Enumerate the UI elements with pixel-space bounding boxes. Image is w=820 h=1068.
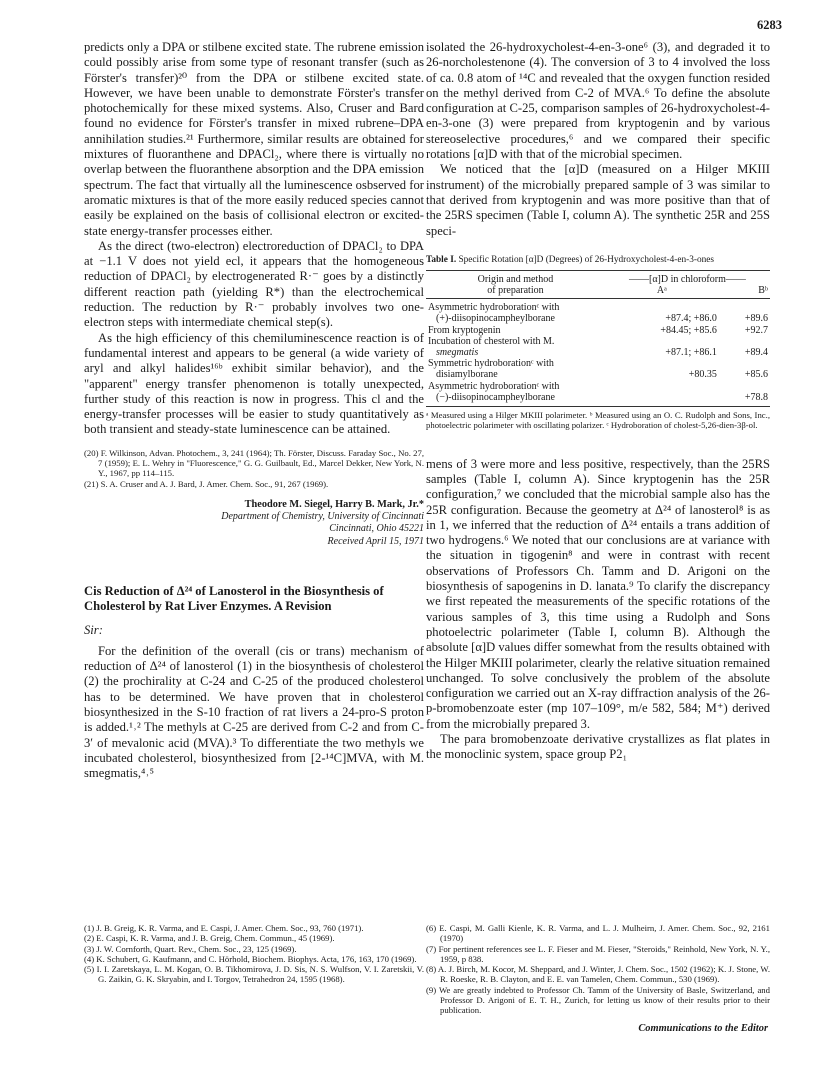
- table-cell: From kryptogenin: [428, 324, 501, 336]
- table-cell: +78.8: [744, 391, 768, 403]
- reference: (8) A. J. Birch, M. Kocor, M. Sheppard, and J. Winter, J. Chem. Soc., 1502 (1962); K. J. Stone, W. R. Roeske, R. B. Clayton, and E. E. van Tamelen, Chem. Commun., 530 (1969).: [426, 964, 770, 985]
- reference: (1) J. B. Greig, K. R. Varma, and E. Caspi, J. Amer. Chem. Soc., 93, 760 (1971).: [84, 923, 364, 933]
- right-column: [426, 40, 770, 763]
- table-cell: +84.45; +85.6: [660, 324, 717, 336]
- paragraph: We noticed that the [α]D (measured on a Hilger MKIII instrument) of the microbially prepared sample of 3 was similar to that derived from kryptogenin and was more positive than that of the 25RS specimen (Table I, column A). The synthetic 25R and 25S speci-: [426, 162, 770, 238]
- table-row: [426, 325, 770, 336]
- table-caption: [426, 255, 770, 266]
- reference: (2) E. Caspi, K. R. Varma, and J. B. Greig, Chem. Commun., 45 (1969).: [84, 933, 335, 944]
- table-row: [426, 299, 770, 314]
- received-date: Received April 15, 1971: [327, 535, 424, 547]
- table-cell: +85.6: [744, 369, 768, 381]
- table-cell: +87.1; +86.1: [665, 347, 717, 359]
- table-cell: Asymmetric hydroborationᶜ with: [428, 302, 560, 314]
- references: [84, 448, 424, 489]
- reference: (7) For pertinent references see L. F. Fieser and M. Fieser, "Steroids," Reinhold, New York, N. Y., 1959, p 838.: [426, 943, 770, 964]
- paragraph: As the direct (two-electron) electroreduction of DPACl₂ to DPA at −1.1 V does not yield ecl, it appears that the homogeneous reduction of DPACl₂ by electrogenerated R·⁻ goes by a distinctly different reaction path (yielding R*) than the electrochemical reduction. The reduction by R·⁻ probably involves two one-electron steps with intermediate chemical step(s).: [84, 238, 424, 330]
- table-header-origin: Origin and method: [477, 273, 554, 285]
- table-cell: (−)-diisopinocampheylborane: [436, 391, 555, 403]
- rotation-table: [426, 270, 770, 407]
- table-header-b: Bᵇ: [719, 285, 770, 299]
- table-header-group: ——[α]D in chloroform——: [628, 273, 746, 285]
- reference: (3) J. W. Cornforth, Quart. Rev., Chem. Soc., 23, 125 (1969).: [84, 943, 297, 954]
- reference: (5) I. I. Zaretskaya, L. M. Kogan, O. B. Tikhomirova, J. D. Sis, N. S. Wulfson, V. I. Zaretskii, V. G. Zaikin, G. K. Skryabin, and I. Torgov, Tetrahedron 24, 1595 (1968).: [84, 964, 424, 985]
- table-cell: Asymmetric hydroborationᶜ with: [428, 380, 560, 392]
- table-cell: +89.6: [744, 313, 768, 325]
- table-cell: (+)-diisopinocampheylborane: [436, 313, 555, 325]
- affiliation-line: Department of Chemistry, University of Cincinnati: [221, 510, 424, 522]
- table-row: [426, 358, 770, 369]
- table-cell: Incubation of chesterol with M.: [428, 335, 555, 347]
- table-cell: +80.35: [688, 369, 717, 381]
- table-cell: Symmetric hydroborationᶜ with: [428, 358, 554, 370]
- paragraph: isolated the 26-hydroxycholest-4-en-3-one⁶ (3), and degraded it to 26-norcholestenone (4). The conversion of 3 to 4 involved the loss of ca. 0.8 atom of ¹⁴C and revealed that the oxygen function resided on the methyl derived from C-2 of MVA.⁶ To define the absolute configuration at C-25, comparison samples of 26-hydroxycholest-4-en-3-one (3) were prepared from kryptogenin and by various stereoselective procedures,⁶ and we compared their specific rotations [α]D with that of the microbial specimen.: [426, 40, 770, 162]
- table-row: [426, 381, 770, 392]
- table-cell: [605, 392, 719, 407]
- table-cell: disiamylborane: [436, 369, 498, 381]
- table-caption-text: Specific Rotation [α]D (Degrees) of 26-Hydroxycholest-4-en-3-ones: [458, 254, 715, 265]
- table-footnote: ᵃ Measured using a Hilger MKIII polarimeter. ᵇ Measured using an O. C. Rudolph and Sons, Inc., photoelectric polarimeter with oscillating polarizer. ᶜ Hydroboration of cholest-5,26-dien-3β-ol.: [426, 410, 770, 431]
- right-bottom-references: [426, 923, 770, 1016]
- table-cell: smegmatis: [436, 347, 479, 359]
- reference: (9) We are greatly indebted to Professor Ch. Tamm of the University of Basle, Switzerland, and Professor D. Arigoni of E. T. H., Zurich, for letting us know of their results prior to their publication.: [426, 984, 770, 1016]
- left-bottom-references: [84, 923, 424, 985]
- table-row: [426, 336, 770, 347]
- reference: (20) F. Wilkinson, Advan. Photochem., 3, 241 (1964); Th. Förster, Discuss. Faraday Soc., No. 27, 7 (1959); E. L. Wehry in "Fluorescence," G. G. Guilbault, Ed., Marcel Dekker, New York, N. Y., 1967, pp 114–115.: [84, 447, 424, 479]
- table-row: [426, 313, 770, 324]
- salutation: Sir:: [84, 622, 103, 637]
- table-cell: +92.7: [744, 324, 768, 336]
- table-row: [426, 369, 770, 380]
- left-column: [84, 40, 424, 781]
- table-header-origin-2: of preparation: [426, 285, 605, 299]
- article-title: Cis Reduction of Δ²⁴ of Lanosterol in the Biosynthesis of Cholesterol by Rat Liver Enzymes. A Revision: [84, 583, 384, 613]
- authors: Theodore M. Siegel, Harry B. Mark, Jr.*: [244, 498, 424, 510]
- reference: (4) K. Schubert, G. Kaufmann, and C. Hörhold, Biochem. Biophys. Acta, 176, 163, 170 (1969).: [84, 953, 417, 964]
- paragraph: predicts only a DPA or stilbene excited state. The rubrene emission could possibly arise from some type of resonant transfer (such as Förster's transfer)²⁰ from the DPA or stilbene excited state. However, we have been unable to demonstrate Förster's transfer photochemically for these mixed systems. Also, Cruser and Bard found no evidence for Förster's transfer in mixed rubrene–DPA annihilation studies.²¹ Furthermore, similar results are obtained for mixtures of fluoranthene and DPACl₂, where there is virtually no overlap between the fluoranthene absorption and the DPA emission spectrum. The fact that virtually all the luminescence osbserved for aromatic mixtures is that of the more easily reduced species cannot easily be explained on the basis of collisional electron or excited-state energy-transfer processes either.: [84, 40, 424, 238]
- page-number: 6283: [757, 18, 782, 32]
- paragraph: The para bromobenzoate derivative crystallizes as flat plates in the monoclinic system, space group P2₁: [426, 732, 770, 762]
- reference: (21) S. A. Cruser and A. J. Bard, J. Amer. Chem. Soc., 91, 267 (1969).: [84, 478, 329, 489]
- table-row: [426, 392, 770, 407]
- paragraph: mens of 3 were more and less positive, respectively, than the 25RS samples (Table I, column A). Since kryptogenin has the 25R configuration,⁷ we concluded that the microbial sample also has the 25R configuration. Because the geometry at Δ²⁴ of lanosterol⁸ is as in 1, we inferred that the reduction of Δ²⁴ entails a trans addition of two hydrogens.⁶ We noted that our conclusions are at variance with the situation in tigogenin⁸ and were in contrast with recent observations of Professors Ch. Tamm and D. Arigoni on the biosynthesis of sapogenins in D. lanata.⁹ To clarify the discrepancy we first repeated the measurements of the specific rotations of the various samples of 3, this time using a Rudolph and Sons photoelectric polarimeter (Table I, column B). Although the absolute [α]D values differ somewhat from the results obtained with the Hilger MKIII polarimeter, clearly the relative situation remained unchanged. To solve conclusively the problem of the absolute configuration we carried out an X-ray diffraction analysis of the 26-p-bromobenzoate ester (mp 107–109°, m/e 582, 584; M⁺) derived from the microbially prepared 3.: [426, 456, 770, 731]
- table-header-a: Aᵃ: [605, 285, 719, 299]
- table-cell: +87.4; +86.0: [665, 313, 717, 325]
- journal-section-footer: Communications to the Editor: [638, 1023, 768, 1034]
- affiliation-line: Cincinnati, Ohio 45221: [329, 523, 424, 535]
- paragraph: For the definition of the overall (cis or trans) mechanism of reduction of Δ²⁴ of lanosterol (1) in the biosynthesis of cholesterol (2) the prochirality at C-24 and C-25 of the produced cholesterol has to be determined. We have proven that in cholesterol biosynthesized in the S-10 fraction of rat livers a 24-pro-S proton is added.¹˒² The methyls at C-25 are derived from C-2 and from C-3′ of mevalonic acid (MVA).³ To differentiate the two methyls we incubated cholesterol, biosynthesized from [2-¹⁴C]MVA, with M. smegmatis,⁴˒⁵: [84, 643, 424, 781]
- table-row: [426, 347, 770, 358]
- paragraph: As the high efficiency of this chemiluminescence reaction is of fundamental interest and appears to be general (a wide variety of aryl and alkyl halides¹⁶ᵇ exhibit similar behavior), and the "apparent" energy transfer phenomenon is totally unexpected, further study of this reaction is now in progress. This cl and the energy-transfer processes will be easier to study quantitatively as both transient and steady-state luminescence can be attained.: [84, 330, 424, 437]
- table-cell: +89.4: [744, 347, 768, 359]
- reference: (6) E. Caspi, M. Galli Kienle, K. R. Varma, and L. J. Mulheirn, J. Amer. Chem. Soc., 92, 2161 (1970): [426, 923, 770, 944]
- table-label: Table I.: [426, 254, 457, 265]
